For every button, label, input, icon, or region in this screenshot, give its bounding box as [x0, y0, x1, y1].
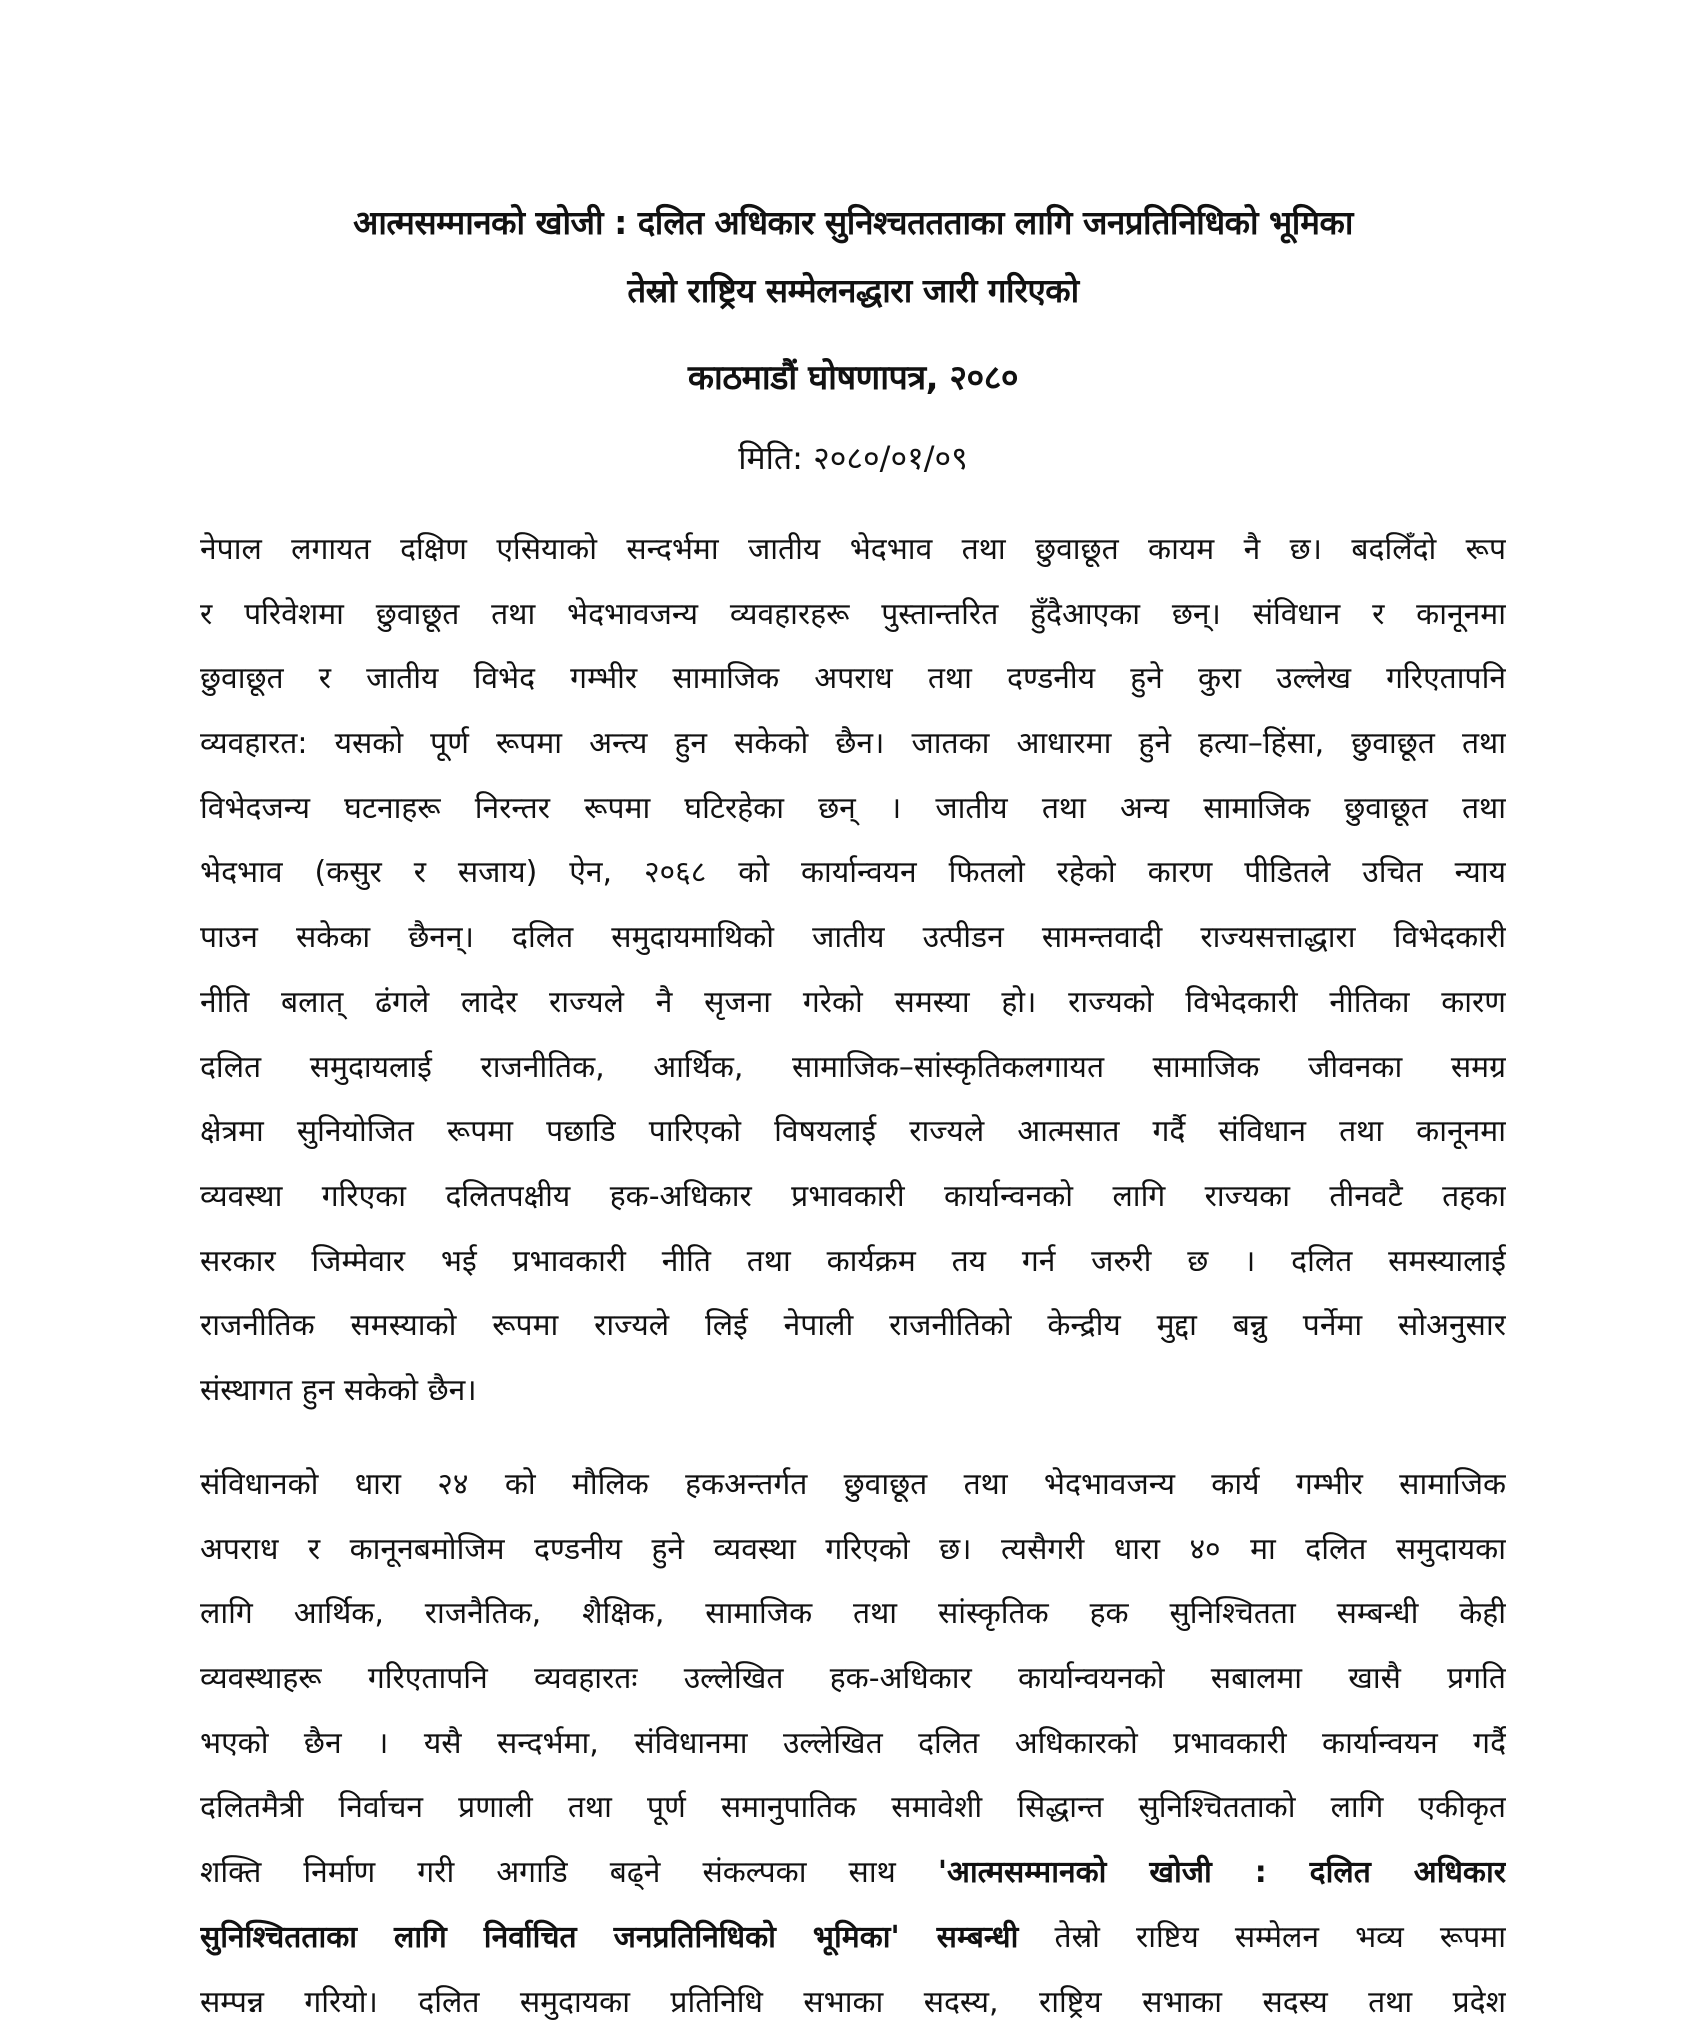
paragraph-line-mixed — [200, 1906, 1506, 1971]
bold-conference-title: 'आत्मसम्मानको खोजी : दलित अधिकार — [938, 1855, 1506, 1890]
line-text: शक्ति निर्माण गरी अगाडि बढ्ने संकल्पका साथ — [200, 1855, 938, 1890]
document-title: आत्मसम्मानको खोजी : दलित अधिकार सुनिश्चततताका लागि जनप्रतिनिधिको भूमिका — [200, 200, 1506, 246]
paragraph-line: अपराध र कानूनबमोजिम दण्डनीय हुने व्यवस्था गरिएको छ। त्यसैगरी धारा ४० मा दलित समुदायका — [200, 1518, 1506, 1583]
paragraph-line: दलित समुदायलाई राजनीतिक, आर्थिक, सामाजिक–सांस्कृतिकलगायत सामाजिक जीवनका समग्र — [200, 1036, 1506, 1101]
paragraph-1 — [200, 518, 1506, 1424]
paragraph-line: भएको छैन । यसै सन्दर्भमा, संविधानमा उल्लेखित दलित अधिकारको प्रभावकारी कार्यान्वयन गर्दै — [200, 1712, 1506, 1777]
paragraph-line: पाउन सकेका छैनन्। दलित समुदायमाथिको जातीय उत्पीडन सामन्तवादी राज्यसत्ताद्धारा विभेदकारी — [200, 906, 1506, 971]
paragraph-2 — [200, 1453, 1506, 2035]
paragraph-line: क्षेत्रमा सुनियोजित रूपमा पछाडि पारिएको विषयलाई राज्यले आत्मसात गर्दै संविधान तथा कानूनमा — [200, 1100, 1506, 1165]
paragraph-line: सम्पन्न गरियो। दलित समुदायका प्रतिनिधि सभाका सदस्य, राष्ट्रिय सभाका सदस्य तथा प्रदेश — [200, 1971, 1506, 2035]
paragraph-line: विभेदजन्य घटनाहरू निरन्तर रूपमा घटिरहेका छन् । जातीय तथा अन्य सामाजिक छुवाछूत तथा — [200, 777, 1506, 842]
paragraph-line: संविधानको धारा २४ को मौलिक हकअन्तर्गत छुवाछूत तथा भेदभावजन्य कार्य गम्भीर सामाजिक — [200, 1453, 1506, 1518]
paragraph-line: संस्थागत हुन सकेको छैन। — [200, 1359, 1506, 1424]
paragraph-line: भेदभाव (कसुर र सजाय) ऐन, २०६८ को कार्यान्वयन फितलो रहेको कारण पीडितले उचित न्याय — [200, 841, 1506, 906]
line-text: तेस्रो राष्टिय सम्मेलन भव्य रूपमा — [1018, 1920, 1506, 1955]
document-date: मिति: २०८०/०१/०९ — [200, 435, 1506, 481]
paragraph-line: र परिवेशमा छुवाछूत तथा भेदभावजन्य व्यवहारहरू पुस्तान्तरित हुँदैआएका छन्। संविधान र कानूनमा — [200, 583, 1506, 648]
paragraph-line: सरकार जिम्मेवार भई प्रभावकारी नीति तथा कार्यक्रम तय गर्न जरुरी छ । दलित समस्यालाई — [200, 1230, 1506, 1295]
paragraph-line: व्यवस्थाहरू गरिएतापनि व्यवहारतः उल्लेखित हक-अधिकार कार्यान्वयनको सबालमा खासै प्रगति — [200, 1647, 1506, 1712]
paragraph-line: लागि आर्थिक, राजनैतिक, शैक्षिक, सामाजिक तथा सांस्कृतिक हक सुनिश्चितता सम्बन्धी केही — [200, 1582, 1506, 1647]
declaration-title: काठमाडौं घोषणापत्र, २०८० — [200, 355, 1506, 401]
bold-conference-title-cont: सुनिश्चितताका लागि निर्वाचित जनप्रतिनिधिको भूमिका' सम्बन्धी — [200, 1920, 1018, 1955]
paragraph-line: छुवाछूत र जातीय विभेद गम्भीर सामाजिक अपराध तथा दण्डनीय हुने कुरा उल्लेख गरिएतापनि — [200, 647, 1506, 712]
paragraph-line: दलितमैत्री निर्वाचन प्रणाली तथा पूर्ण समानुपातिक समावेशी सिद्धान्त सुनिश्चितताको लागि एकीकृत — [200, 1776, 1506, 1841]
paragraph-line: व्यवहारत: यसको पूर्ण रूपमा अन्त्य हुन सकेको छैन। जातका आधारमा हुने हत्या–हिंसा, छुवाछूत तथा — [200, 712, 1506, 777]
paragraph-line: व्यवस्था गरिएका दलितपक्षीय हक-अधिकार प्रभावकारी कार्यान्वनको लागि राज्यका तीनवटै तहका — [200, 1165, 1506, 1230]
document-subtitle: तेस्रो राष्ट्रिय सम्मेलनद्धारा जारी गरिएको — [200, 268, 1506, 314]
paragraph-line-mixed — [200, 1841, 1506, 1906]
paragraph-line: राजनीतिक समस्याको रूपमा राज्यले लिई नेपाली राजनीतिको केन्द्रीय मुद्दा बन्नु पर्नेमा सोअनुसार — [200, 1294, 1506, 1359]
paragraph-line: नीति बलात् ढंगले लादेर राज्यले नै सृजना गरेको समस्या हो। राज्यको विभेदकारी नीतिका कारण — [200, 971, 1506, 1036]
paragraph-line: नेपाल लगायत दक्षिण एसियाको सन्दर्भमा जातीय भेदभाव तथा छुवाछूत कायम नै छ। बदलिँदो रूप — [200, 518, 1506, 583]
